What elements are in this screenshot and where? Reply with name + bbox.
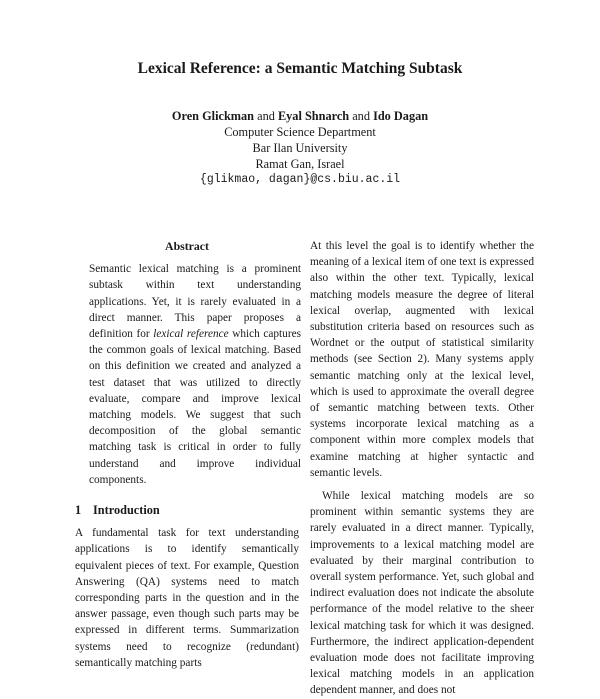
affiliation-line: Ramat Gan, Israel xyxy=(255,157,345,171)
abstract-text-part: Semantic lexical matching is a prominent subtask within text understanding applications. Yet, it is rarely evaluated in a direct manner. This paper proposes a definition for xyxy=(89,263,301,341)
left-column xyxy=(75,238,299,671)
author-block xyxy=(0,108,600,188)
right-column xyxy=(310,238,534,699)
section-heading xyxy=(75,502,299,518)
section-number: 1 xyxy=(75,503,82,518)
author-email: {glikmao, dagan}@cs.biu.ac.il xyxy=(199,173,401,186)
section-title: Introduction xyxy=(93,503,160,518)
affiliation-line: Bar Ilan University xyxy=(252,141,348,155)
affiliation-line: Computer Science Department xyxy=(224,125,376,139)
author-name: Ido Dagan xyxy=(373,109,429,123)
author-line xyxy=(0,108,600,124)
abstract-heading: Abstract xyxy=(165,239,209,253)
paper-title: Lexical Reference: a Semantic Matching Subtask xyxy=(137,60,463,77)
abstract-text-part: which captures the common goals of lexical matching. Based on this definition we created and analyzed a test dataset that was utilized to directly evaluate, compare and improve lexical matching models. We suggest that such decomposition of the global semantic matching task is critical in order to fully understand and improve individual components. xyxy=(89,328,301,486)
body-paragraph: A fundamental task for text understanding applications is to identify semantically equivalent pieces of text. For example, Question Answering (QA) systems need to match corresponding parts in the question and in the answer passage, even though such parts may be expressed in different terms. Summarization systems need to recognize (redundant) semantically matching parts xyxy=(75,527,299,669)
abstract-emphasis: lexical reference xyxy=(153,328,229,341)
abstract-text xyxy=(89,261,301,488)
body-paragraph: At this level the goal is to identify whether the meaning of a lexical item of one text is expressed also within the other text. Typically, lexical matching models measure the degree of literal lexical overlap, augmented with lexical substitution criteria based on resources such as Wordnet or the output of statistical similarity methods (see Section 2). Many systems apply semantic matching only at the lexical level, which is used to approximate the overall degree of semantic matching between texts. Other systems incorporate lexical matching as a component within more complex models that examine matching at higher syntactic and semantic levels. xyxy=(310,240,534,479)
author-separator: and xyxy=(352,109,370,123)
author-name: Eyal Shnarch xyxy=(277,109,350,123)
body-paragraph: While lexical matching models are so prominent within semantic systems they are rarely evaluated in a direct manner. Typically, improvements to a lexical matching model are evaluated by their marginal contribution to overall system performance. Yet, such global and indirect evaluation does not indicate the absolute performance of the model relative to the sheer lexical matching task for which it was designed. Furthermore, the indirect application-dependent evaluation mode does not facilitate improving lexical matching models in an application dependent manner, and does not xyxy=(310,490,534,697)
author-name: Oren Glickman xyxy=(171,109,255,123)
author-separator: and xyxy=(257,109,275,123)
